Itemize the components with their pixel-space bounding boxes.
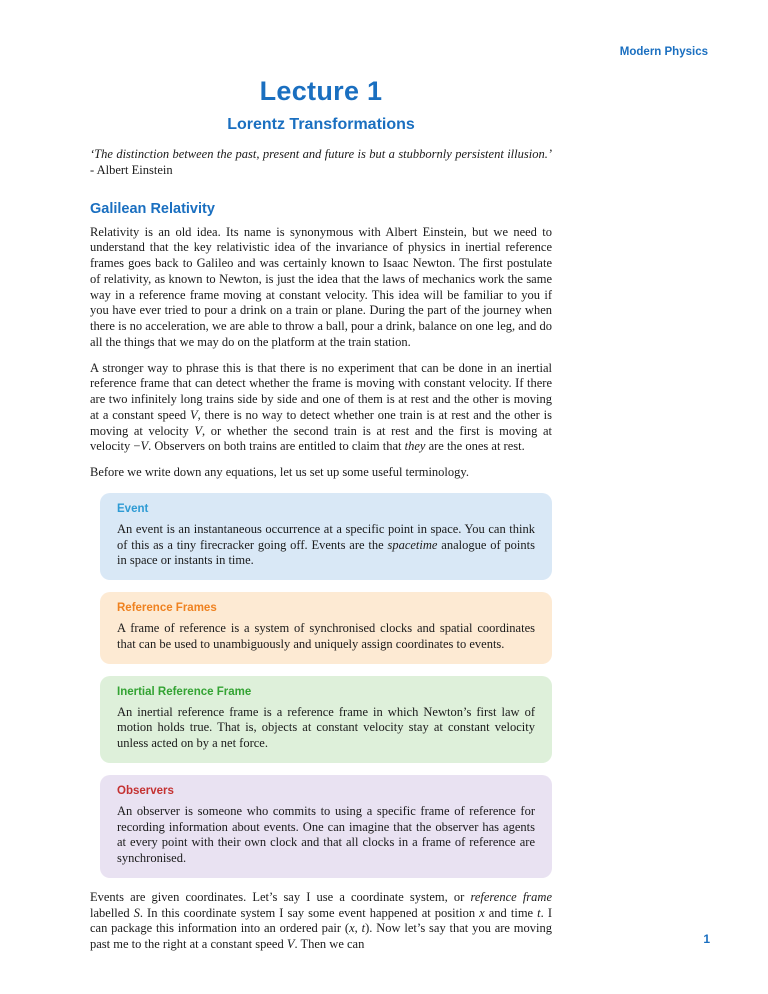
- text-run: , there is no way to detect whether one train is at rest and the other is moving at velocity: [90, 407, 553, 438]
- callout-reference-frames: [100, 592, 552, 664]
- text-run: and time: [484, 905, 538, 920]
- text-run: labelled: [90, 905, 134, 920]
- text-run: analogue of points in space or instants in time.: [117, 537, 535, 568]
- lecture-subtitle: Lorentz Transformations: [227, 116, 415, 133]
- callout-inertial-reference-frame: [100, 676, 552, 763]
- text-run: An inertial reference frame is a reference frame in which Newton’s first law of motion holds true. That is, objects at constant velocity stay at constant velocity unless acted on by a net force.: [117, 704, 535, 750]
- text-run: A frame of reference is a system of synchronised clocks and spatial coordinates that can be used to unambiguously and uniquely assign coordinates to events.: [117, 621, 535, 651]
- emphasized-text: x: [479, 905, 485, 920]
- emphasized-text: S: [133, 905, 140, 920]
- text-run: An event is an instantaneous occurrence at a specific point in space. You can think of this as a tiny firecracker going off. Events are the: [117, 521, 535, 552]
- emphasized-text: t: [537, 905, 541, 920]
- emphasized-text: V: [194, 423, 203, 438]
- emphasized-text: x: [349, 921, 355, 936]
- text-run: ,: [354, 921, 362, 936]
- text-run: ). Now let’s say that you are moving past me to the right at a constant speed: [90, 921, 552, 951]
- text-run: A stronger way to phrase this is that there is no experiment that can be done in an inertial reference frame that can detect whether the frame is moving with constant velocity. If there are two infinitely long trains side by side and one of them is at rest and the other is moving at a constant speed: [90, 360, 552, 422]
- emphasized-text: V: [189, 407, 198, 422]
- text-run: Events are given coordinates. Let’s say I use a coordinate system, or: [90, 889, 471, 904]
- emphasized-text: ‘The distinction between the past, present and future is but a stubbornly persistent illusion.’: [90, 147, 552, 161]
- closing-paragraph: [90, 890, 552, 953]
- emphasized-text: V: [140, 439, 149, 454]
- callout-title-event: Event: [117, 502, 149, 515]
- page-content: [90, 76, 552, 963]
- text-run: . Observers on both trains are entitled to claim that: [148, 439, 405, 454]
- emphasized-text: reference frame: [470, 889, 552, 904]
- paragraph: [90, 361, 552, 456]
- callout-event: [100, 493, 552, 580]
- text-run: Relativity is an old idea. Its name is synonymous with Albert Einstein, but we need to understand that the key relativistic idea of the invariance of physics in inertial reference frames goes back to Galileo and was certainly known to Isaac Newton. The first postulate of relativity, as known to Newton, is just the idea that the laws of mechanics work the same way in a reference frame moving at constant velocity. This idea will be familiar to you if you have ever tried to pour a drink on a train or plane. During the part of the journey when there is no acceleration, we are able to throw a ball, pour a drink, balance on one leg, and do all the things that we may do on the platform at the train station.: [90, 224, 552, 349]
- lecture-title: Lecture 1: [259, 76, 383, 106]
- text-run: An observer is someone who commits to using a specific frame of reference for recording information about events. One can imagine that the observer has agents at every point with their own clock and that all clocks in a frame of reference are synchronised.: [117, 803, 535, 865]
- section-heading-galilean-relativity: Galilean Relativity: [90, 200, 215, 217]
- callout-body-observers: [117, 804, 535, 867]
- paragraph: [90, 465, 552, 481]
- course-header-label: Modern Physics: [619, 46, 708, 58]
- paragraph: [90, 225, 552, 351]
- page-number: 1: [703, 932, 710, 946]
- epigraph-quote: [90, 147, 552, 179]
- callout-body-event: [117, 522, 535, 569]
- text-run: . In this coordinate system I say some event happened at position: [139, 905, 480, 920]
- text-run: - Albert Einstein: [90, 162, 173, 177]
- emphasized-text: they: [404, 439, 426, 454]
- text-run: . Then we can: [294, 937, 365, 951]
- callout-body-reference-frames: [117, 621, 535, 653]
- emphasized-text: spacetime: [387, 537, 438, 552]
- callout-body-inertial-reference-frame: [117, 705, 535, 752]
- callout-title-observers: Observers: [117, 784, 174, 797]
- emphasized-text: V: [286, 937, 295, 951]
- callout-title-reference-frames: Reference Frames: [117, 602, 217, 614]
- callout-observers: [100, 775, 552, 878]
- emphasized-text: t: [361, 921, 366, 936]
- text-run: are the ones at rest.: [425, 439, 525, 454]
- text-run: , or whether the second train is at rest and the first is moving at velocity −: [90, 423, 552, 454]
- text-run: Before we write down any equations, let us set up some useful terminology.: [90, 465, 469, 479]
- callout-title-inertial-reference-frame: Inertial Reference Frame: [117, 685, 252, 698]
- text-run: . I can package this information into an ordered pair (: [90, 905, 552, 936]
